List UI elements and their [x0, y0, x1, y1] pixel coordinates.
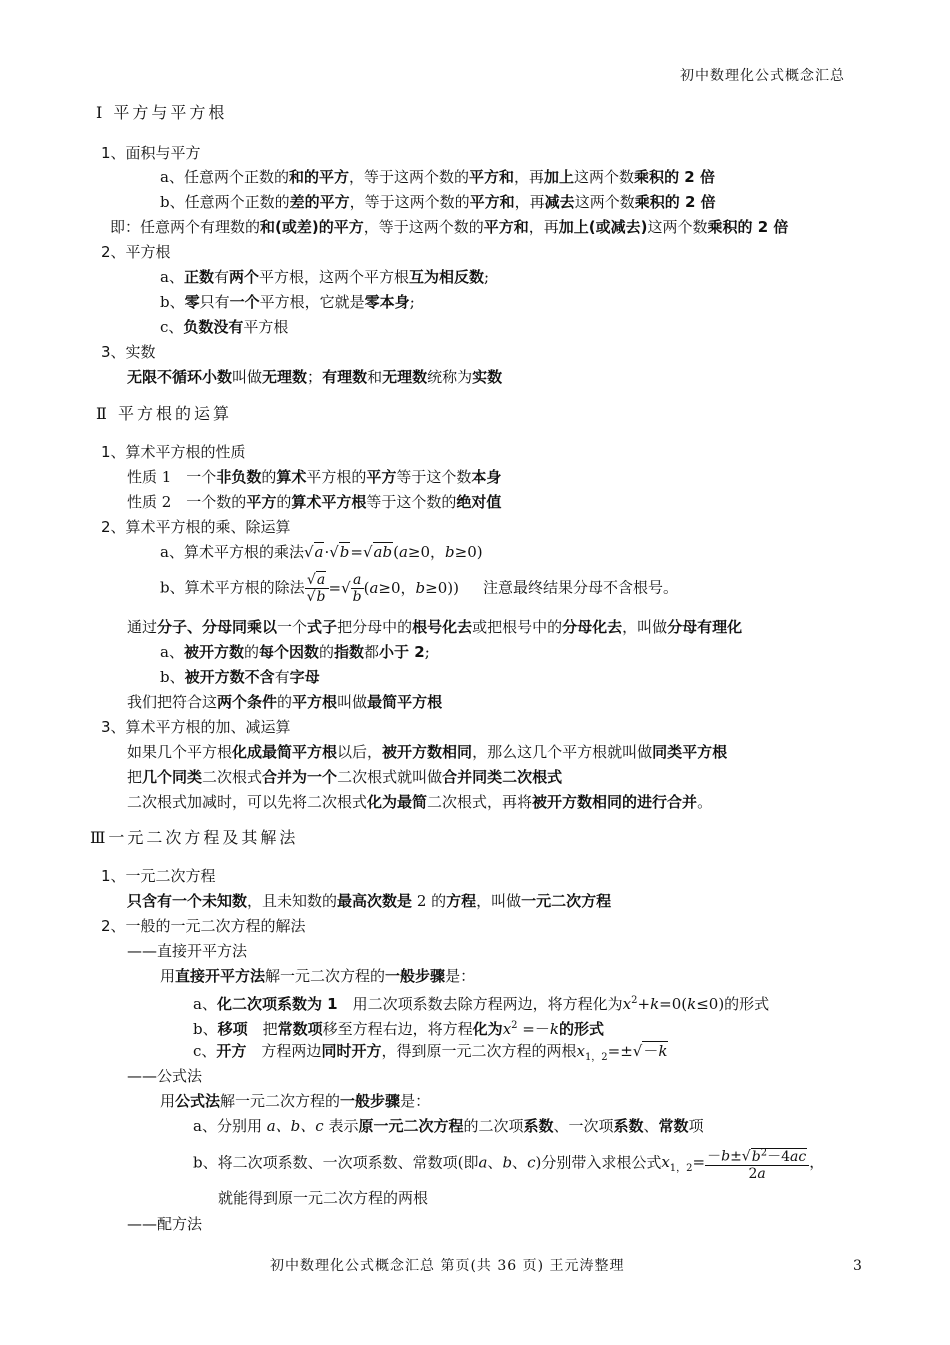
item-2-1-p1: 性质 1 一个非负数的算术平方根的平方等于这个数本身	[127, 468, 502, 486]
division-formula: $\frac{√a}{√b}$ =√ $\frac{a}{b}$ (a≥0，b≥0))	[306, 572, 459, 605]
method-2-a: a、分别用 a、b、c 表示原一元二次方程的二次项系数、一次项系数、常数项	[193, 1117, 704, 1135]
item-1-3-title: 3、实数	[101, 343, 156, 361]
item-3-2-title: 2、一般的一元二次方程的解法	[101, 917, 306, 935]
method-1-b: b、移项 把常数项移至方程右边，将方程化为$x^2 =-k$的形式	[193, 1020, 604, 1038]
quadratic-formula: $x_{1,2}=$ $\frac{-b\pm√b^2-4ac}{2a}$ ，	[661, 1147, 825, 1182]
item-3-1-title: 1、一元二次方程	[101, 867, 216, 885]
item-2-1-title: 1、算术平方根的性质	[101, 443, 246, 461]
item-1-2-c: c、负数没有平方根	[160, 318, 289, 336]
page-number: 3	[853, 1258, 862, 1274]
method-1-title: ——直接开平方法	[127, 942, 248, 960]
item-2-3-l1: 如果几个平方根化成最简平方根以后，被开方数相同，那么这几个平方根就叫做同类平方根	[127, 743, 728, 761]
item-2-1-p2: 性质 2 一个数的平方的算术平方根等于这个数的绝对值	[127, 493, 502, 511]
item-1-3-text: 无限不循环小数叫做无理数；有理数和无理数统称为实数	[127, 368, 503, 386]
item-2-2-rb: b、被开方数不含有字母	[160, 668, 320, 686]
item-1-2-title: 2、平方根	[101, 243, 171, 261]
method-1-c: c、开方 方程两边同时开方，得到原一元二次方程的两根$x_{1,2}=\pm√-k$	[193, 1042, 668, 1063]
item-2-2-r2: 我们把符合这两个条件的平方根叫做最简平方根	[127, 693, 443, 711]
method-2-title: ——公式法	[127, 1067, 203, 1085]
item-1-2-b: b、零只有一个平方根，它就是零本身;	[160, 293, 415, 311]
item-2-2-ra: a、被开方数的每个因数的指数都小于 2;	[160, 643, 430, 661]
section-1-title: Ⅰ 平方与平方根	[96, 103, 228, 122]
item-2-2-b: b、算术平方根的除法 $\frac{√a}{√b}$ =√ $\frac{a}{b}$ (a≥0，b≥0)) 注意最终结果分母不含根号。	[160, 572, 678, 605]
form-equation-2: $x^2 =-k$的形式	[502, 1020, 604, 1038]
item-1-1-a: a、任意两个正数的和的平方，等于这两个数的平方和，再加上这两个数乘积的 2 倍	[160, 168, 715, 186]
item-2-2-a: a、算术平方根的乘法√a·√b=√ab(a≥0，b≥0)	[160, 543, 483, 561]
roots-formula: $x_{1,2}=\pm√-k$	[576, 1042, 668, 1063]
item-2-3-l3: 二次根式加减时，可以先将二次根式化为最简二次根式，再将被开方数相同的进行合并。	[127, 793, 713, 811]
section-3-title: Ⅲ一元二次方程及其解法	[90, 828, 299, 847]
method-2-intro: 用公式法解一元二次方程的一般步骤是：	[160, 1092, 431, 1110]
item-3-1-text: 只含有一个未知数，且未知数的最高次数是 2 的方程，叫做一元二次方程	[127, 892, 612, 910]
item-1-1-b: b、任意两个正数的差的平方，等于这两个数的平方和，再减去这两个数乘积的 2 倍	[160, 193, 716, 211]
item-1-1-title: 1、面积与平方	[101, 144, 201, 162]
method-2-b: b、将二次项系数、一次项系数、常数项(即a、b、c)分别带入求根公式$x_{1,2}=$ $\frac{-b\pm√b^2-4ac}{2a}$ ，	[193, 1147, 825, 1182]
item-2-2-r1: 通过分子、分母同乘以一个式子把分母中的根号化去或把根号中的分母化去，叫做分母有理化	[127, 618, 743, 636]
item-2-3-l2: 把几个同类二次根式合并为一个二次根式就叫做合并同类二次根式	[127, 768, 563, 786]
page-header: 初中数理化公式概念汇总	[680, 68, 845, 84]
method-2-b-cont: 就能得到原一元二次方程的两根	[218, 1189, 429, 1207]
item-2-2-title: 2、算术平方根的乘、除运算	[101, 518, 291, 536]
method-1-a: a、化二次项系数为 1 用二次项系数去除方程两边，将方程化为$x^2+k=0(k\le 0)$的形式	[193, 995, 770, 1013]
item-2-3-title: 3、算术平方根的加、减运算	[101, 718, 291, 736]
item-1-1-note: 即：任意两个有理数的和(或差)的平方，等于这两个数的平方和，再加上(或减去)这两个数乘积的 2 倍	[110, 218, 789, 236]
page-footer: 初中数理化公式概念汇总 第页(共 36 页) 王元涛整理	[270, 1258, 625, 1274]
method-1-intro: 用直接开平方法解一元二次方程的一般步骤是：	[160, 967, 476, 985]
form-equation: $x^2+k=0(k\le 0)$的形式	[622, 995, 770, 1013]
method-3-title: ——配方法	[127, 1215, 203, 1233]
multiplication-formula: √a·√b=√ab(a≥0，b≥0)	[303, 543, 483, 561]
item-1-2-a: a、正数有两个平方根，这两个平方根互为相反数;	[160, 268, 490, 286]
section-2-title: Ⅱ 平方根的运算	[96, 404, 232, 423]
